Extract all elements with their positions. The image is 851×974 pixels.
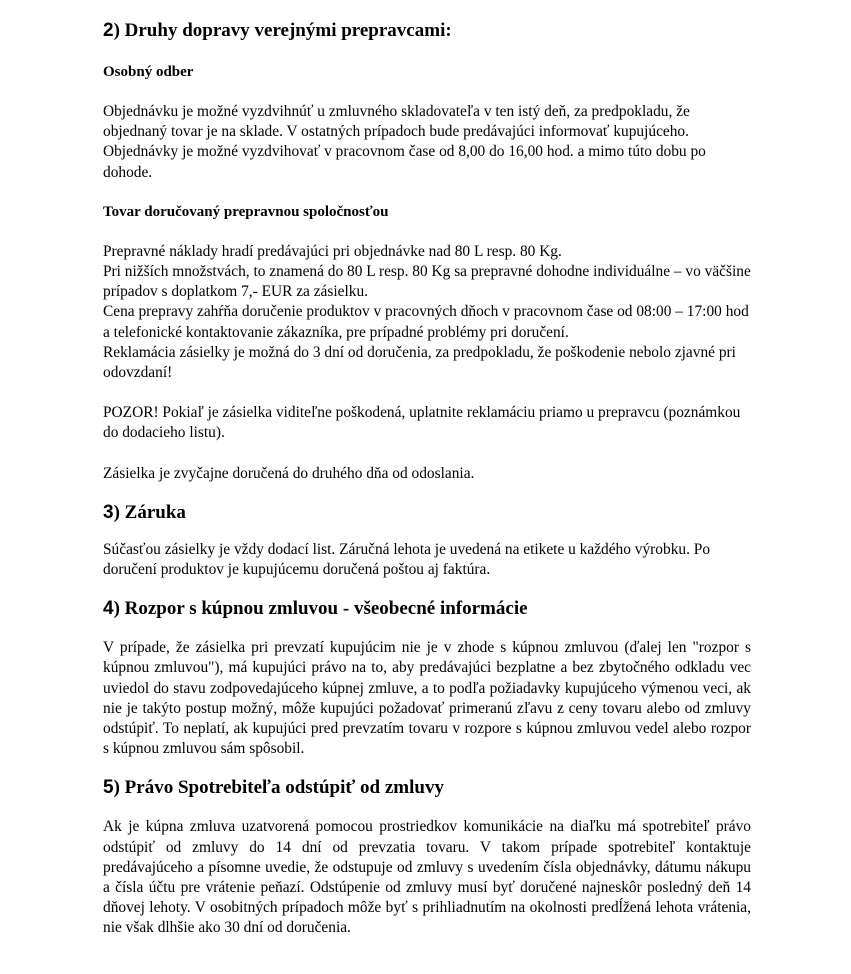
- section-3-heading: [103, 500, 751, 526]
- section-5-number: 5: [103, 777, 114, 799]
- carrier-delivery-heading: Tovar doručovaný prepravnou spoločnosťou: [103, 203, 389, 220]
- carrier-line: Cena prepravy zahŕňa doručenie produktov v pracovných dňoch v pracovnom čase od 08:00 – 17:00 hod a telefonické kontaktovanie zákazníka, pre prípadné problémy pri doručení.: [103, 303, 749, 341]
- document-page: [103, 18, 751, 939]
- carrier-line: Reklamácia zásielky je možná do 3 dní od doručenia, za predpokladu, že poškodenie nebolo zjavné pri odovzdaní!: [103, 343, 736, 382]
- damage-warning: POZOR! Pokiaľ je zásielka viditeľne poškodená, uplatnite reklamáciu priamo u prepravcu (poznámkou do dodacieho listu).: [103, 404, 741, 442]
- carrier-line: Prepravné náklady hradí predávajúci pri objednávke nad 80 L resp. 80 Kg.: [103, 242, 562, 260]
- section-2-title: ) Druhy dopravy verejnými prepravcami:: [113, 20, 452, 41]
- section-5-title: ) Právo Spotrebiteľa odstúpiť od zmluvy: [113, 777, 444, 799]
- section-2-heading: [103, 18, 751, 44]
- withdrawal-right-text: Ak je kúpna zmluva uzatvorená pomocou prostriedkov komunikácie na diaľku má spotrebiteľ právo odstúpiť od zmluvy do 14 dní od prevzatia tovaru. V takom prípade spotrebiteľ kontaktuje predávajúceho a písomne uvedie, že odstupuje od zmluvy s uvedením čísla objednávky, dátumu nákupu a čísla účtu pre vrátenie peňazí. Odstúpenie od zmluvy musí byť doručené najneskôr posledný deň 14 dňovej lehoty. V osobitných prípadoch môže byť s prihliadnutím na okolnosti predĺžená lehota vrátenia, nie však dlhšie ako 30 dní od doručenia.: [103, 818, 751, 937]
- section-3-title: ) Záruka: [113, 501, 186, 523]
- personal-pickup-heading: Osobný odber: [103, 64, 194, 80]
- contract-conflict-text: V prípade, že zásielka pri prevzatí kupujúcim nie je v zhode s kúpnou zmluvou (ďalej len "rozpor s kúpnou zmluvou"), má kupujúci právo na to, aby predávajúci bezplatne a bez zbytočného odkladu vec uviedol do stavu zodpovedajúceho kúpnej zmluve, a to podľa požiadavky kupujúceho výmenou veci, ak nie je takýto postup možný, môže kupujúci požadovať primeranú zľavu z ceny tovaru alebo od zmluvy odstúpiť. To neplatí, ak kupujúci pred prevzatím tovaru v rozpore s kúpnou zmluvou vedel alebo rozpor s kúpnou zmluvou sám spôsobil.: [103, 639, 751, 758]
- section-4-heading: [103, 596, 751, 622]
- section-3-number: 3: [103, 501, 114, 523]
- section-4-number: 4: [103, 598, 114, 620]
- section-4-title: ) Rozpor s kúpnou zmluvou - všeobecné informácie: [113, 598, 528, 620]
- personal-pickup-text: Objednávku je možné vyzdvihnúť u zmluvného skladovateľa v ten istý deň, za predpokladu, že objednaný tovar je na sklade. V ostatných prípadoch bude predávajúci informovať kupujúceho. Objednávky je možné vyzdvihovať v pracovnom čase od 8,00 do 16,00 hod. a mimo túto dobu po dohode.: [103, 103, 706, 181]
- delivery-time-note: Zásielka je zvyčajne doručená do druhého dňa od odoslania.: [103, 464, 475, 482]
- section-5-heading: [103, 775, 751, 801]
- carrier-delivery-text: [103, 242, 751, 383]
- carrier-line: Pri nižších množstvách, to znamená do 80 L resp. 80 Kg sa prepravné dohodne individuálne – vo väčšine prípadov s doplatkom 7,- EUR za zásielku.: [103, 263, 751, 301]
- section-2-number: 2: [103, 20, 114, 41]
- warranty-text: Súčasťou zásielky je vždy dodací list. Záručná lehota je uvedená na etikete u každého výrobku. Po doručení produktov je kupujúcemu doručená poštou aj faktúra.: [103, 540, 711, 579]
